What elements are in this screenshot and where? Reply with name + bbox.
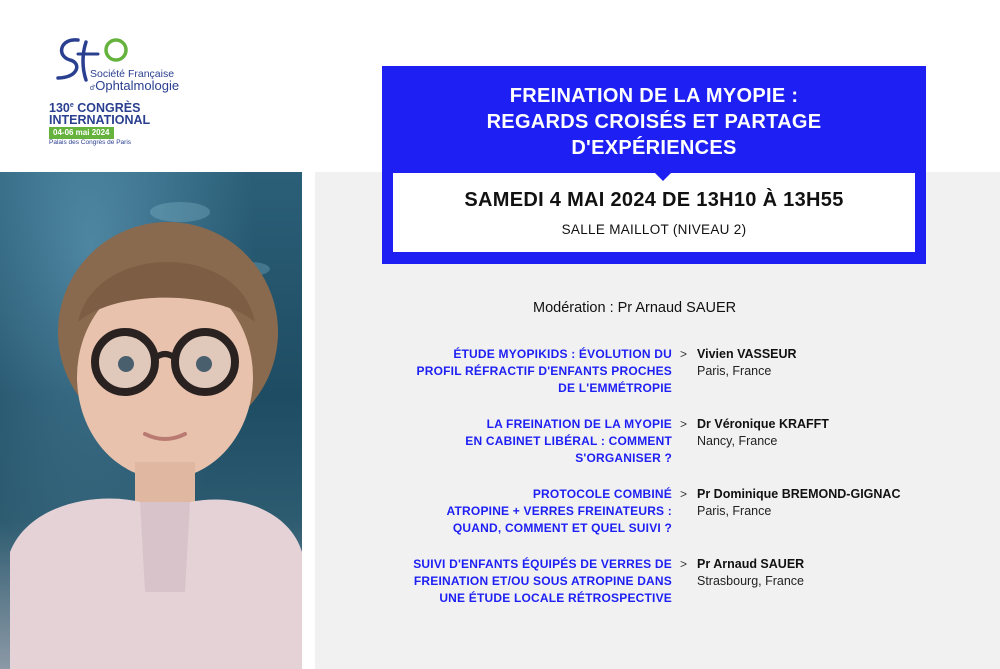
chevron-right-icon: > [680,557,688,571]
congress-venue: Palais des Congrès de Paris [49,139,132,146]
chevron-right-icon: > [680,417,688,431]
session-title-line: EN CABINET LIBÉRAL : COMMENT [465,434,672,448]
session-title-line: ATROPINE + VERRES FREINATEURS : [446,504,672,518]
session-speaker [697,346,797,380]
session-title [352,486,672,537]
logo-org-line2: Ophtalmologie [95,78,180,93]
session-title [352,416,672,467]
speaker-name: Pr Dominique BREMOND-GIGNAC [697,487,901,501]
session-title-line: PROTOCOLE COMBINÉ [532,487,672,501]
session-speaker [697,486,900,520]
event-title-line: FREINATION DE LA MYOPIE : [509,85,799,107]
speaker-location: Strasbourg, France [697,574,804,588]
session-title [352,556,672,607]
logo-org-name [90,69,179,94]
event-title-line: D'EXPÉRIENCES [571,137,737,159]
congress-number: 130 [49,101,70,116]
session-title [352,346,672,397]
session-title-line: UNE ÉTUDE LOCALE RÉTROSPECTIVE [439,591,672,605]
session-title-line: SUIVI D'ENFANTS ÉQUIPÉS DE VERRES DE [413,557,672,571]
event-schedule-box [393,173,915,252]
chevron-right-icon: > [680,487,688,501]
congress-word: CONGRÈS [77,101,141,116]
speaker-location: Paris, France [697,364,772,378]
session-title-line: ÉTUDE MYOPIKIDS : ÉVOLUTION DU [453,347,672,361]
session-speaker [697,556,804,590]
event-title-line: REGARDS CROISÉS ET PARTAGE [486,111,822,133]
congress-sup: e [69,102,74,109]
session-item [360,556,920,616]
congress-dates-badge: 04-06 mai 2024 [49,127,114,139]
session-speaker [697,416,829,450]
session-title-line: LA FREINATION DE LA MYOPIE [486,417,672,431]
session-item [360,416,920,476]
event-room: SALLE MAILLOT (NIVEAU 2) [561,222,747,237]
notch-triangle [654,172,672,181]
congress-title [49,100,189,126]
speaker-location: Paris, France [697,504,772,518]
session-title-line: FREINATION ET/OU SOUS ATROPINE DANS [413,574,672,588]
child-photo [0,172,302,669]
event-title-box [382,66,926,264]
event-title [382,83,926,161]
speaker-name: Dr Véronique KRAFFT [697,417,829,431]
session-title-line: PROFIL RÉFRACTIF D'ENFANTS PROCHES [416,364,672,378]
speaker-name: Vivien VASSEUR [697,347,797,361]
logo-org-prefix: d' [90,85,96,92]
moderation-line: Modération : Pr Arnaud SAUER [533,300,737,316]
session-title-line: S'ORGANISER ? [575,451,672,465]
child-illustration [0,172,302,669]
congress-line2: INTERNATIONAL [49,113,151,128]
event-date-time: SAMEDI 4 MAI 2024 DE 13H10 À 13H55 [464,189,844,211]
chevron-right-icon: > [680,347,688,361]
session-title-line: DE L'EMMÉTROPIE [558,381,672,395]
logo-org-line1: Société Française [90,68,175,80]
speaker-name: Pr Arnaud SAUER [697,557,805,571]
session-item [360,486,920,546]
session-item [360,346,920,406]
session-title-line: QUAND, COMMENT ET QUEL SUIVI ? [452,521,672,535]
speaker-location: Nancy, France [697,434,778,448]
